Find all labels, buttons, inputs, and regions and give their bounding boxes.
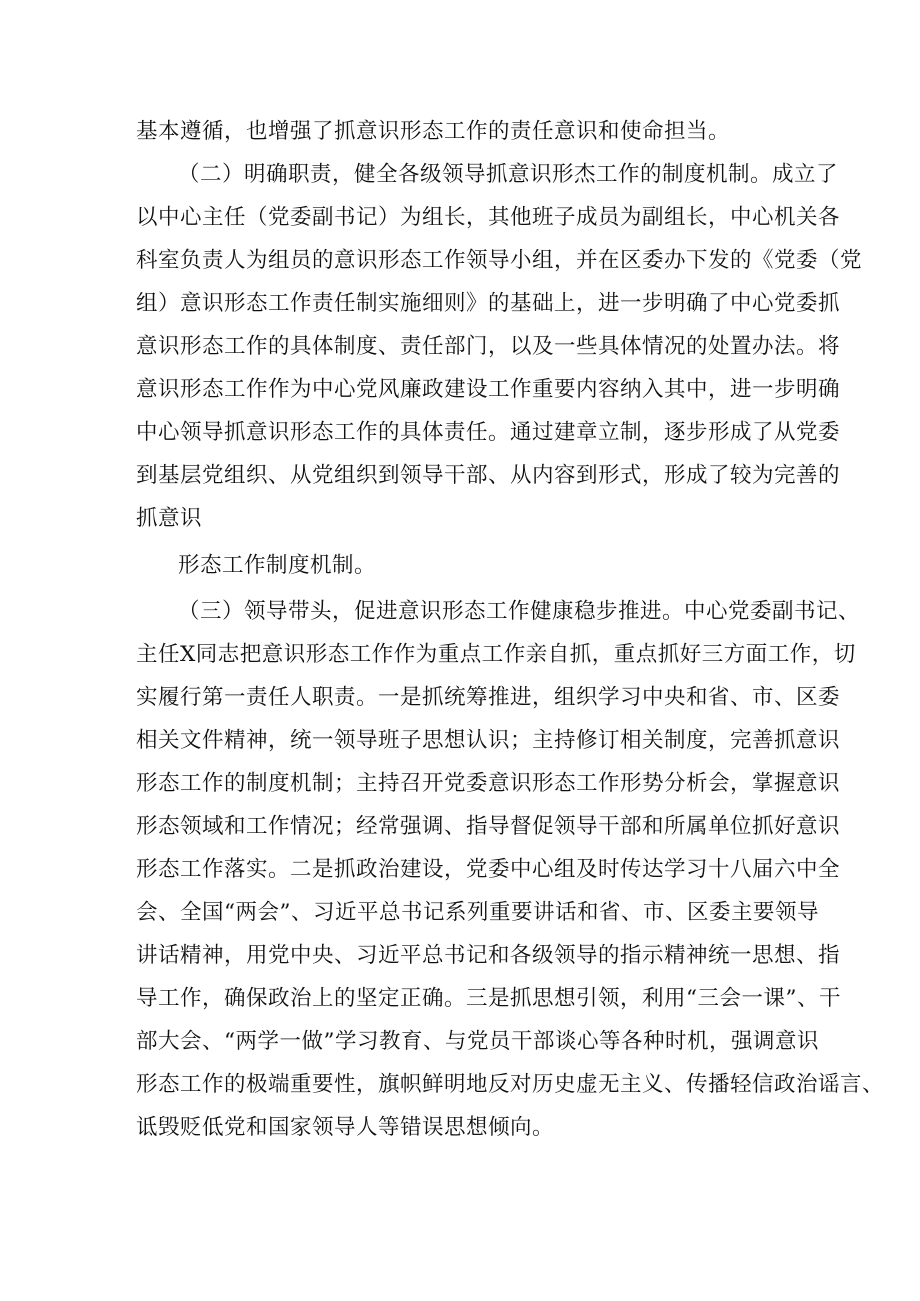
text-line: 形态领域和工作情况；经常强调、指导督促领导干部和所属单位抓好意识 — [136, 814, 841, 839]
text-line: 意识形态工作作为中心党风廉政建设工作重要内容纳入其中，进一步明确 — [136, 377, 841, 402]
text-line: 形态工作落实。二是抓政治建设，党委中心组及时传达学习十八届六中全 — [136, 857, 841, 882]
text-line: 导工作，确保政治上的坚定正确。三是抓思想引领，利用“三会一课”、干 — [136, 986, 841, 1011]
text-line: 形态工作的极端重要性，旗帜鲜明地反对历史虚无主义、传播轻信政治谣言、 — [136, 1072, 885, 1097]
text-line: 中心领导抓意识形态工作的具体责任。通过建章立制，逐步形成了从党委 — [136, 420, 841, 445]
text-line: 组）意识形态工作责任制实施细则》的基础上，进一步明确了中心党委抓 — [136, 291, 841, 316]
text-line: 抓意识 — [136, 506, 203, 531]
text-line: 相关文件精神，统一领导班子思想认识；主持修订相关制度，完善抓意识 — [136, 728, 841, 753]
text-line: 科室负责人为组员的意识形态工作领导小组，并在区委办下发的《党委（党 — [136, 248, 863, 273]
text-line: 到基层党组织、从党组织到领导干部、从内容到形式，形成了较为完善的 — [136, 463, 841, 488]
text-line: 主任X同志把意识形态工作作为重点工作亲自抓，重点抓好三方面工作，切 — [136, 642, 856, 667]
text-line: 诋毁贬低党和国家领导人等错误思想倾向。 — [136, 1115, 555, 1140]
section-heading-2: （二）明确职责，健全各级领导抓意识形杰工作的制度机制。成立了 — [178, 162, 839, 187]
text-line: 会、全国“两会”、习近平总书记系列重要讲话和省、市、区委主要领导 — [136, 900, 819, 925]
text-line: 形态工作制度机制。 — [178, 553, 377, 578]
text-line: 部大会、“两学一做”学习教育、与党员干部谈心等各种时机，强调意识 — [136, 1029, 819, 1054]
text-line: 形态工作的制度机制；主持召开党委意识形态工作形势分析会，掌握意识 — [136, 771, 841, 796]
section-heading-3: （三）领导带头，促进意识形态工作健康稳步推进。中心党委副书记、 — [178, 599, 861, 624]
text-line: 讲话精神，用党中央、习近平总书记和各级领导的指示精神统一思想、指 — [136, 943, 841, 968]
text-line: 基本遵循，也增强了抓意识形态工作的责任意识和使命担当。 — [136, 119, 731, 144]
text-line: 实履行第一责任人职责。一是抓统筹推进，组织学习中央和省、市、区委 — [136, 685, 841, 710]
text-line: 以中心主任（党委副书记）为组长，其他班子成员为副组长，中心机关各 — [136, 205, 841, 230]
text-line: 意识形态工作的具体制度、责任部门，以及一些具体情况的处置办法。将 — [136, 334, 841, 359]
